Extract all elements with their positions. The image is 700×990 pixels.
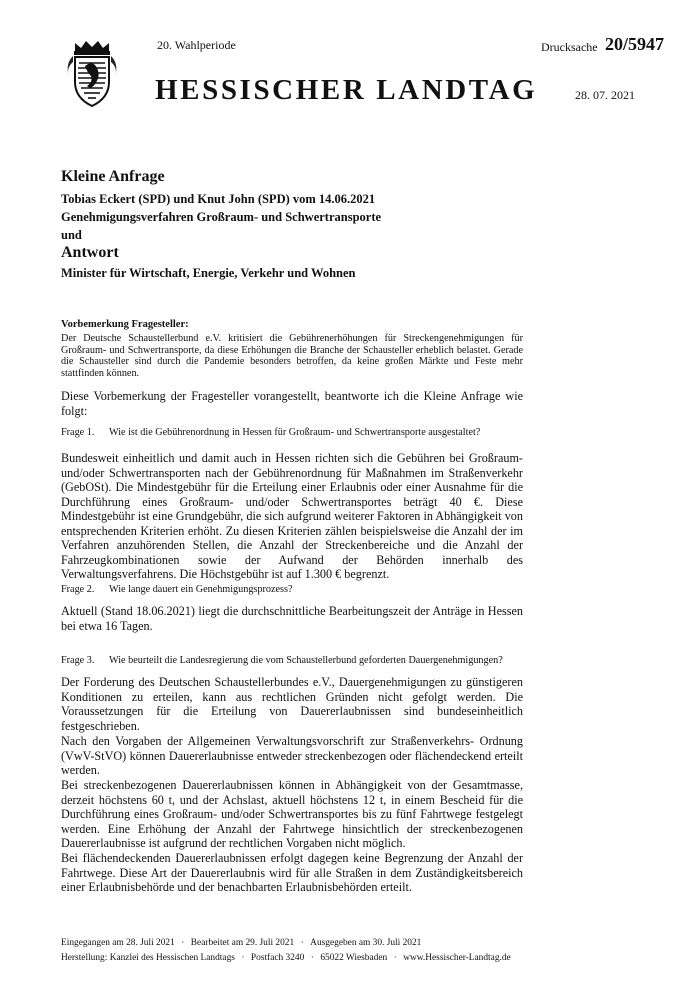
answer-paragraph: Nach den Vorgaben der Allgemeinen Verwaltungsvorschrift zur Straßenverkehrs- Ordnung (VwV-StVO) können Dauererlaubnisse entweder streckenbezogen oder flächendeckend erteilt werden.: [61, 734, 523, 777]
frage-label: Frage 1.: [61, 427, 95, 438]
institution-title: HESSISCHER LANDTAG: [155, 74, 538, 106]
footer-website-link[interactable]: www.Hessischer-Landtag.de: [403, 953, 511, 963]
footer-herstellung: Herstellung: Kanzlei des Hessischen Landtags: [61, 953, 235, 963]
frage-1: [61, 427, 531, 438]
footer-bearbeitet: Bearbeitet am 29. Juli 2021: [190, 938, 295, 948]
footer-postfach: Postfach 3240: [250, 953, 305, 963]
intro-text: Diese Vorbemerkung der Fragesteller vorangestellt, beantworte ich die Kleine Anfrage wie folgt:: [61, 389, 523, 418]
kleine-anfrage-heading: Kleine Anfrage: [61, 168, 165, 185]
authors-line: Tobias Eckert (SPD) und Knut John (SPD) vom 14.06.2021: [61, 192, 376, 206]
footer-publisher: [61, 953, 511, 963]
frage-3: [61, 655, 531, 666]
frage-question: Wie lange dauert ein Genehmigungsprozess?: [109, 584, 293, 595]
frage-question: Wie beurteilt die Landesregierung die vom Schaustellerbund geforderten Dauergenehmigungen?: [109, 655, 503, 666]
antwort-heading: Antwort: [61, 244, 119, 261]
footer-separator: ·: [393, 953, 397, 963]
wahlperiode: 20. Wahlperiode: [157, 38, 236, 52]
drucksache-number: 20/5947: [605, 34, 665, 54]
frage-2: [61, 584, 531, 595]
frage-question: Wie ist die Gebührenordnung in Hessen für Großraum- und Schwertransporte ausgestaltet?: [109, 427, 481, 438]
document-date: 28. 07. 2021: [575, 88, 635, 102]
footer-separator: ·: [181, 938, 185, 948]
answer-paragraph: Der Forderung des Deutschen Schaustellerbundes e.V., Dauergenehmigungen zu günstigeren Konditionen zu erteilen, kann aus rechtlichen Gründen nicht gefolgt werden. Die Voraussetzungen für die Erteilung von Dauererlaubnissen sind bundeseinheitlich festgeschrieben.: [61, 675, 523, 733]
hessen-crest-icon: [63, 38, 121, 110]
minister-line: Minister für Wirtschaft, Energie, Verkehr und Wohnen: [61, 266, 356, 280]
answer-paragraph: Bei flächendeckenden Dauererlaubnissen erfolgt dagegen keine Begrenzung der Anzahl der Fahrtwege. Diese Art der Dauererlaubnis wird für alle Straßen in dem Zuständigkeitsbereich einer Erlaubnisbehörde und der benachbarten Erlaubnisbehörden erteilt.: [61, 851, 523, 894]
footer-ausgegeben: Ausgegeben am 30. Juli 2021: [310, 938, 422, 948]
footer-separator: ·: [241, 953, 245, 963]
footer-separator: ·: [310, 953, 314, 963]
footer-ort: 65022 Wiesbaden: [320, 953, 388, 963]
footer-separator: ·: [300, 938, 304, 948]
answer-paragraph: Bei streckenbezogenen Dauererlaubnissen können in Abhängigkeit von der Gesamtmasse, derzeit höchstens 60 t, und der Achslast, aktuell höchstens 12 t, in einem Bescheid für die Durchführung eines Großraum- und/oder Schwertransportes bis zu fünf Fahrtwege festgelegt werden. Eine Erhöhung der Anzahl der Fahrtwege hinsichtlich der streckenbezogenen Dauererlaubnisse ist aufgrund der rechtlichen Vorgaben nicht möglich.: [61, 778, 523, 850]
footer-eingegangen: Eingegangen am 28. Juli 2021: [61, 938, 175, 948]
frage-label: Frage 3.: [61, 655, 95, 666]
answer-paragraph: Bundesweit einheitlich und damit auch in Hessen richten sich die Gebühren bei Großraum- und/oder Schwertransporten nach der Gebührenordnung für Maßnahmen im Straßenverkehr (GebOSt). Die Mindestgebühr für die Erteilung einer Erlaubnis oder einer Ausnahme für die Durchführung eines Großraum- und/oder Schwertransportes beträgt 40 €. Diese Mindestgebühr ist eine Grundgebühr, die sich aufgrund weiterer Faktoren in Abhängigkeit von entsprechenden Kriterien erhöht. Zu diesen Kriterien zählen beispielsweise die Anzahl der im Verfahren anzuhörenden Stellen, die Anzahl der Streckenbereiche und die Anzahl der Fahrzeugkombinationen sowie der Aufwand der Behörden innerhalb des Verwaltungsverfahrens. Die Höchstgebühr ist auf 1.300 € begrenzt.: [61, 451, 523, 581]
und-line: und: [61, 228, 82, 242]
answer-paragraph: Aktuell (Stand 18.06.2021) liegt die durchschnittliche Bearbeitungszeit der Anträge in Hessen bei etwa 16 Tagen.: [61, 604, 523, 633]
frage-label: Frage 2.: [61, 584, 95, 595]
subject-line: Genehmigungsverfahren Großraum- und Schwertransporte: [61, 210, 382, 224]
vorbemerkung-text: Der Deutsche Schaustellerbund e.V. kritisiert die Gebührenerhöhungen für Streckengenehmigungen für Großraum- und Schwertransporte, da diese Erhöhungen die Branche der Schausteller erheblich belastet. Gerade die Schausteller sind durch die Pandemie besonders betroffen, da keine großen Märkte und Feste mehr stattfinden können.: [61, 333, 523, 379]
footer-dates: [61, 938, 421, 948]
drucksache-label: Drucksache: [541, 40, 598, 54]
vorbemerkung-title: Vorbemerkung Fragesteller:: [61, 319, 189, 330]
